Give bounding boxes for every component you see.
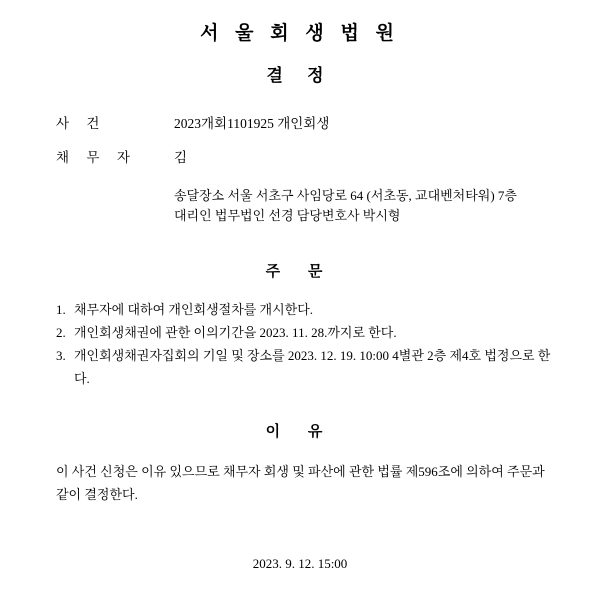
debtor-row: [0, 146, 600, 166]
debtor-value: 김: [174, 150, 188, 165]
iyu-body: 이 사건 신청은 이유 있으므로 채무자 회생 및 파산에 관한 법률 제596조에 의하여 주문과 같이 결정한다.: [56, 464, 545, 503]
jumun-list: [0, 299, 600, 390]
jumun-item-number: 2.: [56, 325, 66, 341]
service-address-block: [0, 186, 600, 226]
jumun-item-number: 3.: [56, 347, 66, 363]
jumun-item-text: 개인회생채권에 관한 이의기간을 2023. 11. 28.까지로 한다.: [74, 325, 397, 341]
decision-document-page: [0, 18, 600, 599]
iyu-heading: 이 유: [265, 424, 335, 441]
debtor-label: 채 무 자: [56, 150, 137, 165]
document-type-heading: 결 정: [266, 66, 334, 85]
case-number-value: 2023개회1101925 개인회생: [174, 116, 330, 131]
jumun-item: [56, 299, 600, 322]
decision-datetime: 2023. 9. 12. 15:00: [252, 556, 348, 571]
jumun-heading: 주 문: [265, 264, 335, 281]
case-number-label: 사 건: [56, 116, 107, 131]
jumun-item-text: 채무자에 대하여 개인회생절차를 개시한다.: [74, 302, 314, 318]
service-address-line: 송달장소 서울 서초구 사임당로 64 (서초동, 교대벤처타워) 7층: [174, 188, 517, 203]
jumun-item-text: 개인회생채권자집회의 기일 및 장소를 2023. 12. 19. 10:00 4별관 2층 제4호 법정으로 한다.: [74, 347, 551, 386]
jumun-item: [56, 322, 600, 345]
court-title: 서 울 회 생 법 원: [200, 23, 400, 44]
jumun-item: [56, 345, 600, 391]
jumun-item-number: 1.: [56, 302, 66, 318]
case-number-row: [0, 112, 600, 132]
legal-representative-line: 대리인 법무법인 선경 담당변호사 박시형: [174, 208, 401, 224]
